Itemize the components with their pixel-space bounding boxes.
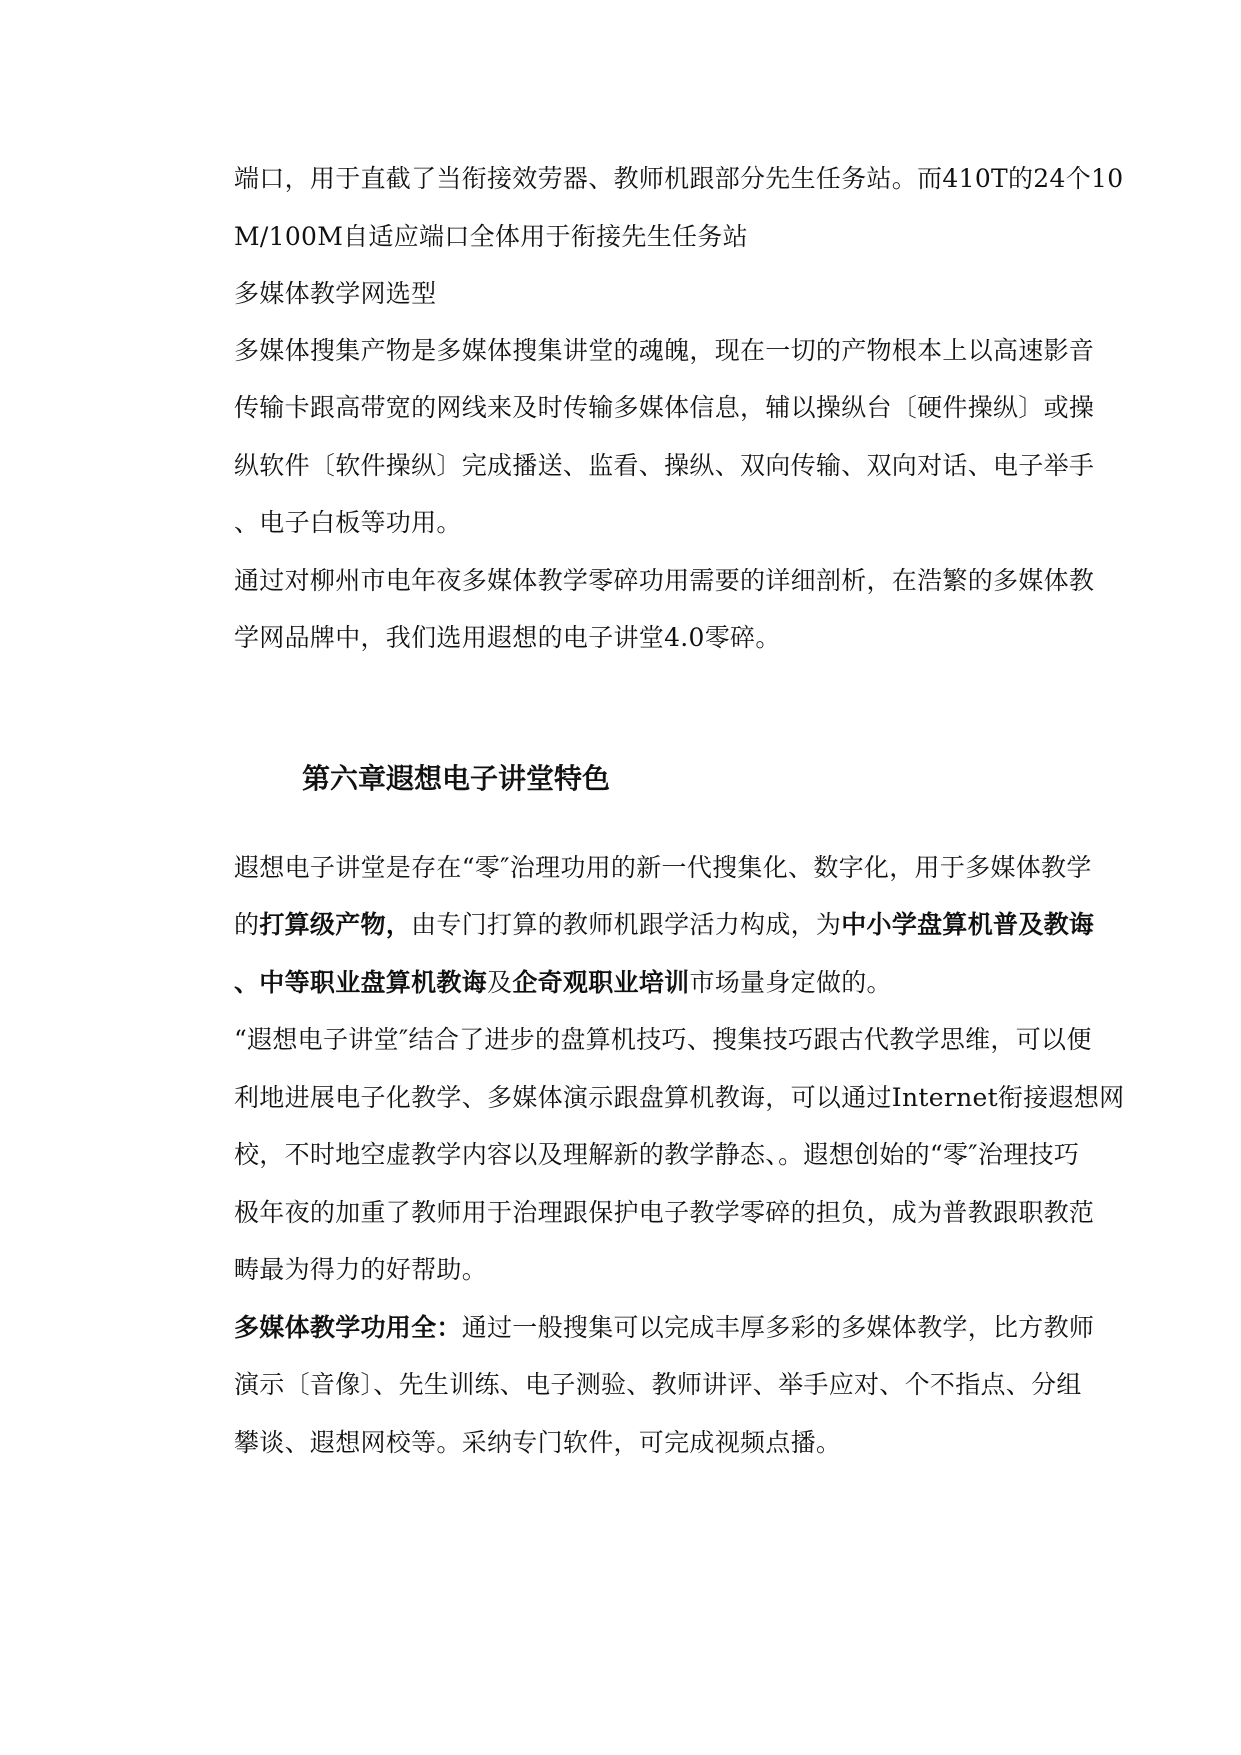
bold-text-run: 企奇观职业培训 [512, 968, 690, 997]
paragraph-line: 多媒体搜集产物是多媒体搜集讲堂的魂魄，现在一切的产物根本上以高速影音 [234, 336, 1095, 365]
paragraph-line: 极年夜的加重了教师用于治理跟保护电子教学零碎的担负，成为普教跟职教范 [234, 1198, 1095, 1227]
paragraph-line: 畴最为得力的好帮助。 [234, 1255, 488, 1284]
chapter-heading: 第六章遐想电子讲堂特色 [302, 762, 611, 795]
paragraph-line: 、电子白板等功用。 [234, 508, 462, 537]
text-run: 及 [487, 968, 513, 997]
paragraph-line: 校，不时地空虚教学内容以及理解新的教学静态、。遐想创始的“零″治理技巧 [234, 1140, 1080, 1169]
bold-text-run: 中小学盘算机普及教诲 [841, 910, 1095, 939]
paragraph-line: 利地进展电子化教学、多媒体演示跟盘算机教诲，可以通过Internet衔接遐想网 [234, 1083, 1125, 1112]
section-subtitle: 多媒体教学网选型 [234, 279, 437, 308]
bold-text-run: 、中等职业盘算机教诲 [234, 968, 488, 997]
paragraph-line: 传输卡跟高带宽的网线来及时传输多媒体信息，辅以操纵台〔硬件操纵〕或操 [234, 393, 1095, 422]
paragraph-line: 遐想电子讲堂是存在“零″治理功用的新一代搜集化、数字化，用于多媒体教学 [234, 853, 1092, 882]
paragraph-line: 通过对柳州市电年夜多媒体教学零碎功用需要的详细剖析，在浩繁的多媒体教 [234, 566, 1095, 595]
text-run: 的 [234, 910, 260, 939]
text-run: 由专门打算的教师机跟学活力构成，为 [411, 910, 842, 939]
bold-text-run: 打算级产物， [259, 910, 412, 939]
text-run: 通过一般搜集可以完成丰厚多彩的多媒体教学，比方教师 [461, 1313, 1095, 1342]
paragraph-line: 纵软件〔软件操纵〕完成播送、监看、操纵、双向传输、双向对话、电子举手 [234, 451, 1095, 480]
text-run: 市场量身定做的。 [689, 968, 892, 997]
paragraph-line: 端口，用于直截了当衔接效劳器、教师机跟部分先生任务站。而410T的24个10 [234, 164, 1124, 193]
paragraph-line: M/100M自适应端口全体用于衔接先生任务站 [234, 222, 748, 251]
paragraph-line: 演示〔音像〕、先生训练、电子测验、教师讲评、举手应对、个不指点、分组 [234, 1370, 1082, 1399]
paragraph-line [234, 1313, 1094, 1343]
paragraph-line [234, 910, 1094, 940]
paragraph-line [234, 968, 892, 998]
feature-label: 多媒体教学功用全： [234, 1313, 462, 1342]
paragraph-line: “遐想电子讲堂″结合了进步的盘算机技巧、搜集技巧跟古代教学思维，可以便 [234, 1025, 1092, 1054]
paragraph-line: 学网品牌中，我们选用遐想的电子讲堂4.0零碎。 [234, 623, 781, 652]
paragraph-line: 攀谈、遐想网校等。采纳专门软件，可完成视频点播。 [234, 1428, 842, 1457]
